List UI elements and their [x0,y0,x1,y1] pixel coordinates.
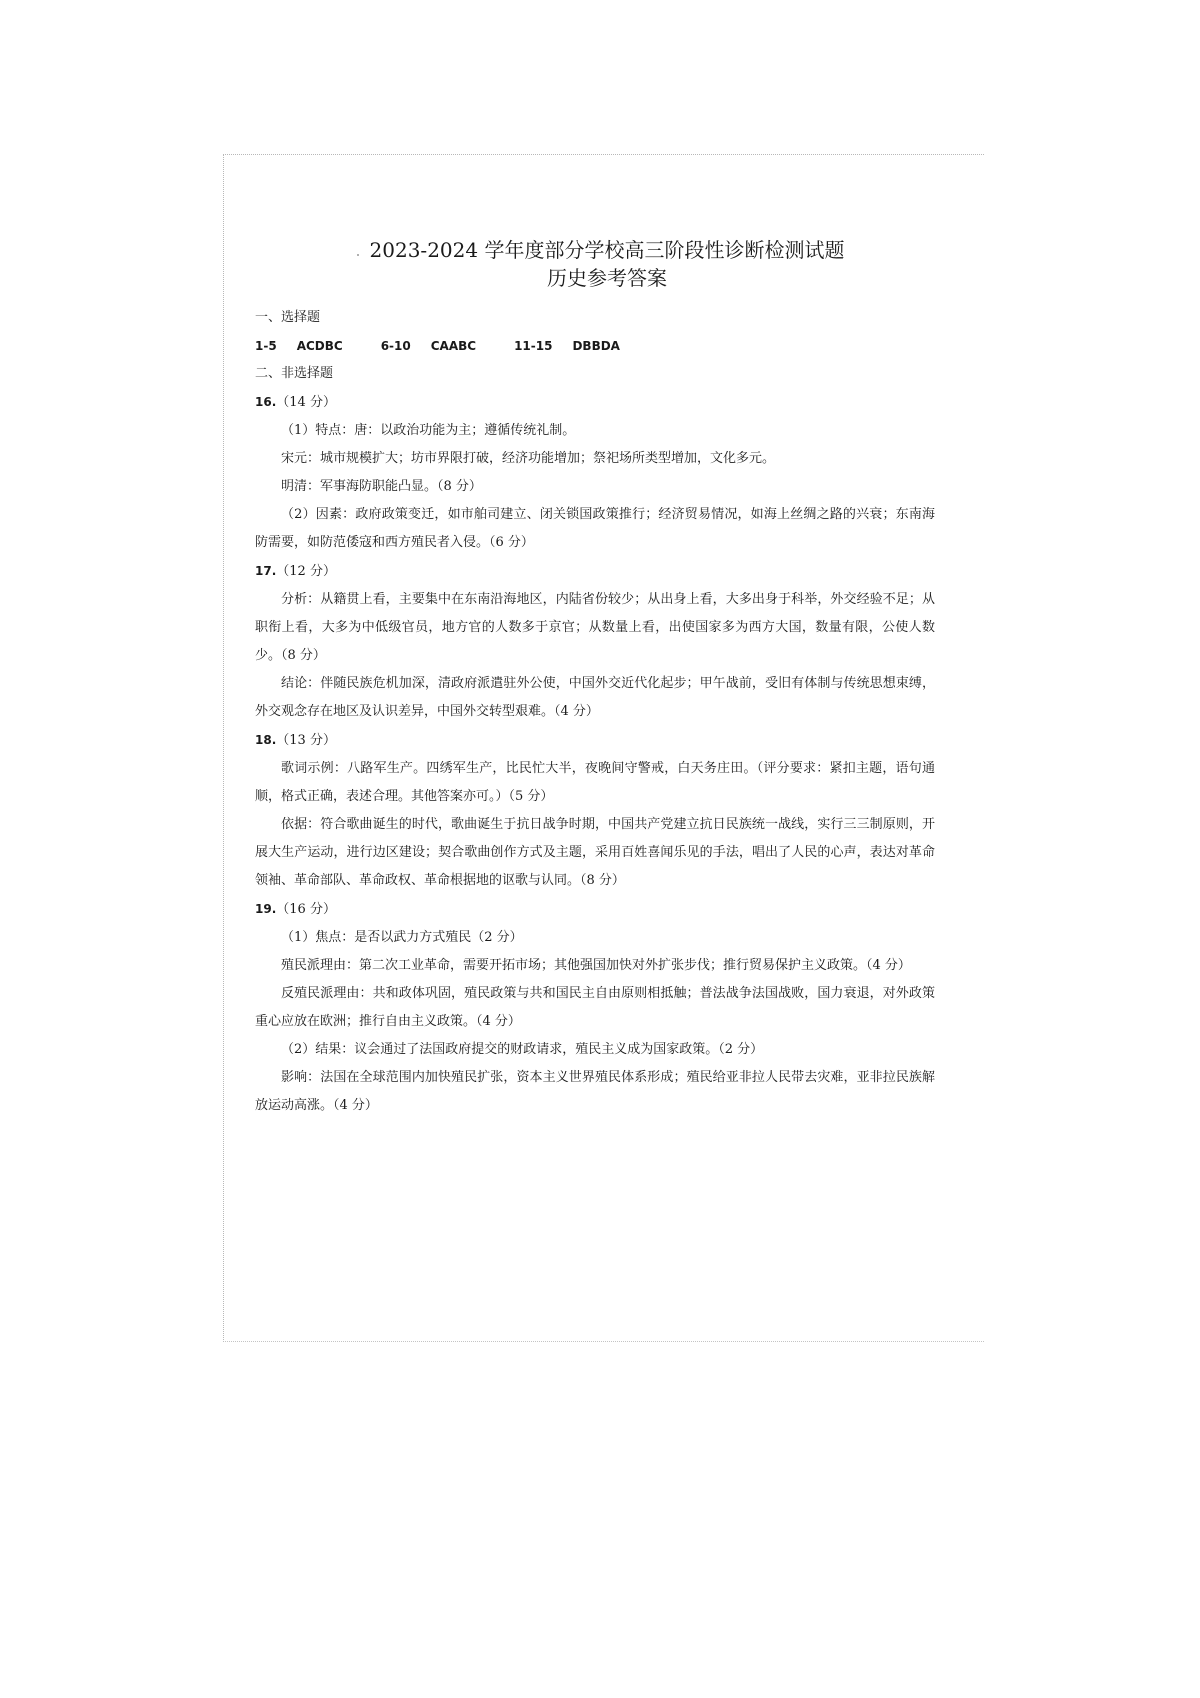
question-points: （16 分） [276,902,336,917]
question-points: （12 分） [276,564,336,579]
answer-range: 1-5 [255,339,277,353]
answer-paragraph: （1）特点：唐：以政治功能为主；遵循传统礼制。 [281,423,576,438]
answer-paragraph: 宋元：城市规模扩大；坊市界限打破，经济功能增加；祭祀场所类型增加，文化多元。 [281,451,776,466]
question-number: 19. [255,902,277,916]
question-header [255,895,935,924]
answer-paragraph: 歌词示例：八路军生产。四绣军生产，比民忙大半，夜晚间守警戒，白天务庄田。（评分要求：紧扣主题，语句通顺，格式正确，表述合理。其他答案亦可。）（5 分） [255,761,935,804]
question-number: 16. [255,395,277,409]
question-number: 18. [255,733,277,747]
answer-paragraph: 殖民派理由：第二次工业革命，需要开拓市场；其他强国加快对外扩张步伐；推行贸易保护主义政策。（4 分） [281,958,911,973]
answer-range: 11-15 [514,339,553,353]
answer-paragraph: （1）焦点：是否以武力方式殖民（2 分） [281,930,523,945]
section-heading-open: 二、非选择题 [255,366,334,381]
page-subtitle: 历史参考答案 [547,266,667,290]
question-points: （13 分） [276,733,336,748]
answer-paragraph: 明清：军事海防职能凸显。（8 分） [281,479,482,494]
answer-group [514,332,620,360]
answer-paragraph: 反殖民派理由：共和政体巩固，殖民政策与共和国民主自由原则相抵触；普法战争法国战败，国力衰退，对外政策重心应放在欧洲；推行自由主义政策。（4 分） [255,986,935,1029]
answer-range: 6-10 [380,339,411,353]
answer-group [255,332,343,360]
answer-letters: DBBDA [572,339,620,353]
question-points: （14 分） [276,395,336,410]
answer-paragraph: （2）结果：议会通过了法国政府提交的财政请求，殖民主义成为国家政策。（2 分） [281,1042,764,1057]
answer-paragraph: （2）因素：政府政策变迁，如市舶司建立、闭关锁国政策推行；经济贸易情况，如海上丝绸之路的兴衰；东南海防需要，如防范倭寇和西方殖民者入侵。（6 分） [255,507,935,550]
answer-letters: ACDBC [296,339,343,353]
page-title: 2023-2024 学年度部分学校高三阶段性诊断检测试题 [369,238,845,262]
answer-paragraph: 依据：符合歌曲诞生的时代，歌曲诞生于抗日战争时期，中国共产党建立抗日民族统一战线，实行三三制原则，开展大生产运动，进行边区建设；契合歌曲创作方式及主题，采用百姓喜闻乐见的手法，唱出了人民的心声，表达对革命领袖、革命部队、革命政权、革命根据地的讴歌与认同。（8 分） [255,817,935,888]
answer-paragraph: 分析：从籍贯上看，主要集中在东南沿海地区，内陆省份较少；从出身上看，大多出身于科举，外交经验不足；从职衔上看，大多为中低级官员，地方官的人数多于京官；从数量上看，出使国家多为西方大国，数量有限，公使人数少。（8 分） [255,592,935,663]
answer-letters: CAABC [430,339,477,353]
answer-sheet [255,236,935,1120]
question-header [255,726,935,755]
answer-paragraph: 影响：法国在全球范围内加快殖民扩张，资本主义世界殖民体系形成；殖民给亚非拉人民带去灾难，亚非拉民族解放运动高涨。（4 分） [255,1070,935,1113]
choice-answers [255,332,935,360]
answer-paragraph: 结论：伴随民族危机加深，清政府派遣驻外公使，中国外交近代化起步；甲午战前，受旧有体制与传统思想束缚，外交观念存在地区及认识差异，中国外交转型艰难。（4 分） [255,676,935,719]
question-header [255,388,935,417]
question-number: 17. [255,564,277,578]
section-heading-choice: 一、选择题 [255,310,321,325]
answer-group [381,332,476,360]
question-header [255,557,935,586]
